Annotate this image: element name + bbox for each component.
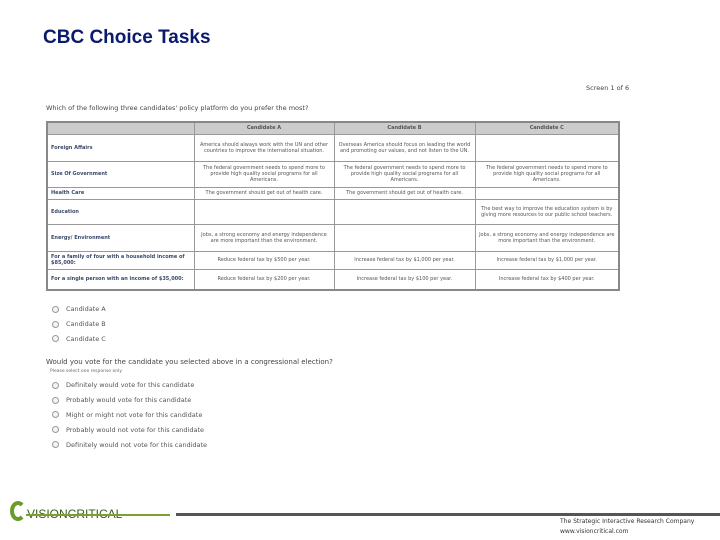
vote-option[interactable] <box>52 437 207 452</box>
candidate-option[interactable] <box>52 317 106 332</box>
radio-button[interactable] <box>52 306 59 313</box>
vote-option[interactable] <box>52 408 207 423</box>
vote-option[interactable] <box>52 422 207 437</box>
option-label: Definitely would vote for this candidate <box>66 381 195 390</box>
header-candidate-b: Candidate B <box>334 122 475 134</box>
radio-button[interactable] <box>52 382 59 389</box>
table-header-row <box>47 122 619 134</box>
cell-candidate-c: The federal government needs to spend more to provide high quality social programs for all Americans. <box>475 161 619 187</box>
cell-candidate-b: The federal government needs to spend more to provide high quality social programs for all Americans. <box>334 161 475 187</box>
row-label: Health Care <box>47 187 194 199</box>
header-candidate-c: Candidate C <box>475 122 619 134</box>
radio-button[interactable] <box>52 411 59 418</box>
row-label: For a single person with an income of $35,000: <box>47 269 194 290</box>
table-row <box>47 224 619 251</box>
header-empty <box>47 122 194 134</box>
candidate-option[interactable] <box>52 332 106 347</box>
radio-button[interactable] <box>52 335 59 342</box>
screen-counter: Screen 1 of 6 <box>586 84 630 92</box>
cell-candidate-c <box>475 187 619 199</box>
vote-option[interactable] <box>52 393 207 408</box>
vote-options <box>52 378 207 452</box>
cell-candidate-b: Increase federal tax by $1,000 per year. <box>334 251 475 269</box>
option-label: Probably would not vote for this candidate <box>66 425 205 434</box>
cell-candidate-a: Jobs, a strong economy and energy independence are more important than the environment. <box>194 224 334 251</box>
cell-candidate-a: The government should get out of health care. <box>194 187 334 199</box>
cell-candidate-c: The best way to improve the education system is by giving more resources to our public school teachers. <box>475 199 619 224</box>
candidate-table <box>46 121 620 291</box>
cell-candidate-a: The federal government needs to spend more to provide high quality social programs for all Americans. <box>194 161 334 187</box>
row-label: Energy/ Environment <box>47 224 194 251</box>
table-row <box>47 199 619 224</box>
vote-option[interactable] <box>52 378 207 393</box>
table-row <box>47 187 619 199</box>
row-label: Size Of Government <box>47 161 194 187</box>
option-label: Candidate A <box>66 305 106 314</box>
radio-button[interactable] <box>52 397 59 404</box>
table-row <box>47 251 619 269</box>
option-label: Candidate B <box>66 320 106 329</box>
cell-candidate-b: Increase federal tax by $100 per year. <box>334 269 475 290</box>
question-2: Would you vote for the candidate you selected above in a congressional election? <box>46 358 333 366</box>
cell-candidate-c <box>475 134 619 161</box>
row-label: Foreign Affairs <box>47 134 194 161</box>
cell-candidate-c: Increase federal tax by $1,000 per year. <box>475 251 619 269</box>
cell-candidate-b <box>334 199 475 224</box>
row-label: For a family of four with a household income of $85,000: <box>47 251 194 269</box>
page-title: CBC Choice Tasks <box>43 27 211 48</box>
candidate-options <box>52 302 106 346</box>
question-2-hint: Please select one response only <box>50 369 123 374</box>
cell-candidate-c: Jobs, a strong economy and energy independence are more important than the environment. <box>475 224 619 251</box>
table-row <box>47 134 619 161</box>
cell-candidate-b <box>334 224 475 251</box>
candidate-option[interactable] <box>52 302 106 317</box>
cell-candidate-b: The government should get out of health care. <box>334 187 475 199</box>
cell-candidate-a <box>194 199 334 224</box>
table-row <box>47 161 619 187</box>
cell-candidate-a: Reduce federal tax by $200 per year. <box>194 269 334 290</box>
option-label: Might or might not vote for this candidate <box>66 410 203 419</box>
cell-candidate-b: Overseas America should focus on leading the world and promoting our values, and not listen to the UN. <box>334 134 475 161</box>
footer-tagline: The Strategic Interactive Research Company <box>560 518 695 525</box>
row-label: Education <box>47 199 194 224</box>
header-candidate-a: Candidate A <box>194 122 334 134</box>
radio-button[interactable] <box>52 441 59 448</box>
cell-candidate-a: America should always work with the UN and other countries to improve the international situation. <box>194 134 334 161</box>
question-1: Which of the following three candidates' policy platform do you prefer the most? <box>46 104 309 112</box>
table-row <box>47 269 619 290</box>
logo-c-icon <box>10 501 26 521</box>
option-label: Definitely would not vote for this candidate <box>66 440 208 449</box>
cell-candidate-c: Increase federal tax by $400 per year. <box>475 269 619 290</box>
cell-candidate-a: Reduce federal tax by $500 per year. <box>194 251 334 269</box>
visioncritical-logo <box>10 501 122 521</box>
dark-divider <box>176 513 720 516</box>
radio-button[interactable] <box>52 426 59 433</box>
footer-url: www.visioncritical.com <box>560 528 629 535</box>
option-label: Candidate C <box>66 334 106 343</box>
option-label: Probably would vote for this candidate <box>66 396 192 405</box>
radio-button[interactable] <box>52 321 59 328</box>
green-divider <box>26 514 170 516</box>
